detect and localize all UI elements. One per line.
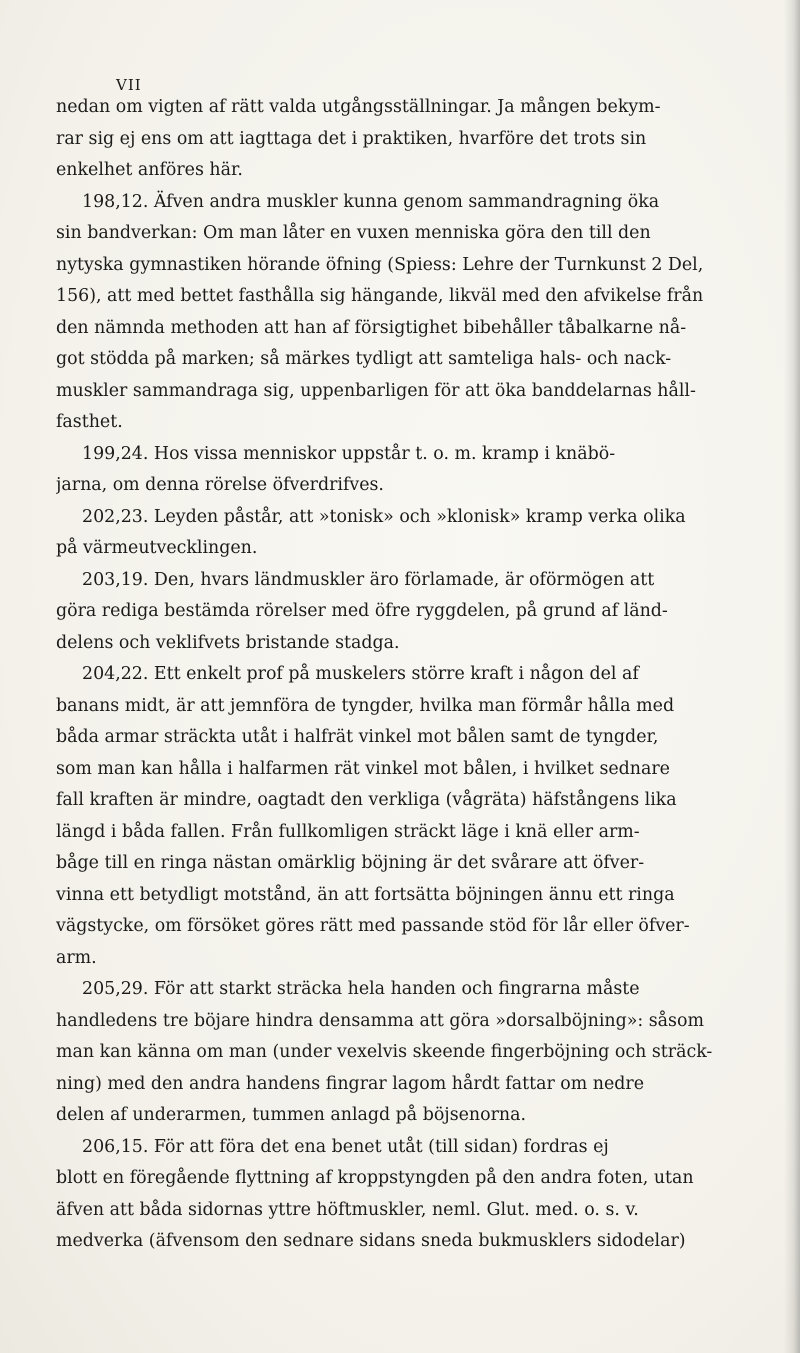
- text-line: äfven att båda sidornas yttre höftmuskler, neml. Glut. med. o. s. v.: [56, 1199, 639, 1220]
- text-line: den nämnda methoden att han af försigtighet bibehåller tåbalkarne nå-: [56, 317, 687, 338]
- text-line: banans midt, är att jemnföra de tyngder, hvilka man förmår hålla med: [56, 695, 675, 716]
- text-line: enkelhet anföres här.: [56, 160, 243, 180]
- text-line: sin bandverkan: Om man låter en vuxen menniska göra den till den: [56, 223, 651, 243]
- text-line: delens och veklifvets bristande stadga.: [56, 632, 400, 653]
- text-line: 203,19. Den, hvars ländmuskler äro förlamade, är oförmögen att: [82, 569, 655, 590]
- text-line: 198,12. Äfven andra muskler kunna genom sammandragning öka: [82, 191, 660, 212]
- page-edge-shadow: [784, 0, 800, 1353]
- text-line: båda armar sträckta utåt i halfrät vinkel mot bålen samt de tyngder,: [56, 727, 659, 747]
- text-line: 156), att med bettet fasthålla sig hängande, likväl med den afvikelse från: [56, 286, 704, 306]
- text-line: man kan känna om man (under vexelvis skeende fingerböjning och sträck-: [56, 1042, 713, 1062]
- text-line: nedan om vigten af rätt valda utgångsställningar. Ja mången bekym-: [56, 97, 661, 117]
- text-line: vägstycke, om försöket göres rätt med passande stöd för lår eller öfver-: [56, 916, 690, 936]
- text-line: 204,22. Ett enkelt prof på muskelers större kraft i någon del af: [82, 664, 639, 684]
- text-line: 205,29. För att starkt sträcka hela handen och fingrarna måste: [82, 979, 640, 999]
- text-line: fasthet.: [56, 412, 123, 432]
- text-line: 199,24. Hos vissa menniskor uppstår t. o. m. kramp i knäbö-: [82, 443, 616, 464]
- text-line: göra rediga bestämda rörelser med öfre ryggdelen, på grund af länd-: [56, 601, 668, 621]
- text-line: arm.: [56, 947, 97, 968]
- text-line: muskler sammandraga sig, uppenbarligen för att öka banddelarnas håll-: [56, 380, 696, 401]
- text-line: båge till en ringa nästan omärklig böjning är det svårare att öfver-: [56, 853, 645, 873]
- page-number: VII: [116, 76, 142, 94]
- text-line: på värmeutvecklingen.: [56, 538, 258, 558]
- text-line: got stödda på marken; så märkes tydligt att samteliga hals- och nack-: [56, 349, 672, 369]
- text-line: rar sig ej ens om att iagttaga det i praktiken, hvarföre det trots sin: [56, 128, 647, 149]
- text-line: 202,23. Leyden påstår, att »tonisk» och »klonisk» kramp verka olika: [82, 506, 686, 527]
- text-line: nytyska gymnastiken hörande öfning (Spiess: Lehre der Turnkunst 2 Del,: [56, 254, 704, 275]
- text-line: handledens tre böjare hindra densamma att göra »dorsalböjning»: såsom: [56, 1010, 704, 1031]
- text-line: 206,15. För att föra det ena benet utåt (till sidan) fordras ej: [82, 1136, 609, 1157]
- text-line: ning) med den andra handens fingrar lagom hårdt fattar om nedre: [56, 1073, 645, 1094]
- body-text: [56, 92, 780, 1258]
- text-line: medverka (äfvensom den sednare sidans sneda bukmusklers sidodelar): [56, 1231, 686, 1251]
- text-line: blott en föregående flyttning af kroppstyngden på den andra foten, utan: [56, 1168, 694, 1188]
- text-line: längd i båda fallen. Från fullkomligen sträckt läge i knä eller arm-: [56, 821, 640, 842]
- text-line: vinna ett betydligt motstånd, än att fortsätta böjningen ännu ett ringa: [56, 884, 675, 905]
- text-line: som man kan hålla i halfarmen rät vinkel mot bålen, i hvilket sednare: [56, 758, 670, 779]
- text-line: fall kraften är mindre, oagtadt den verkliga (vågräta) häfstångens lika: [56, 790, 677, 810]
- text-line: delen af underarmen, tummen anlagd på böjsenorna.: [56, 1105, 526, 1125]
- text-line: jarna, om denna rörelse öfverdrifves.: [56, 475, 384, 495]
